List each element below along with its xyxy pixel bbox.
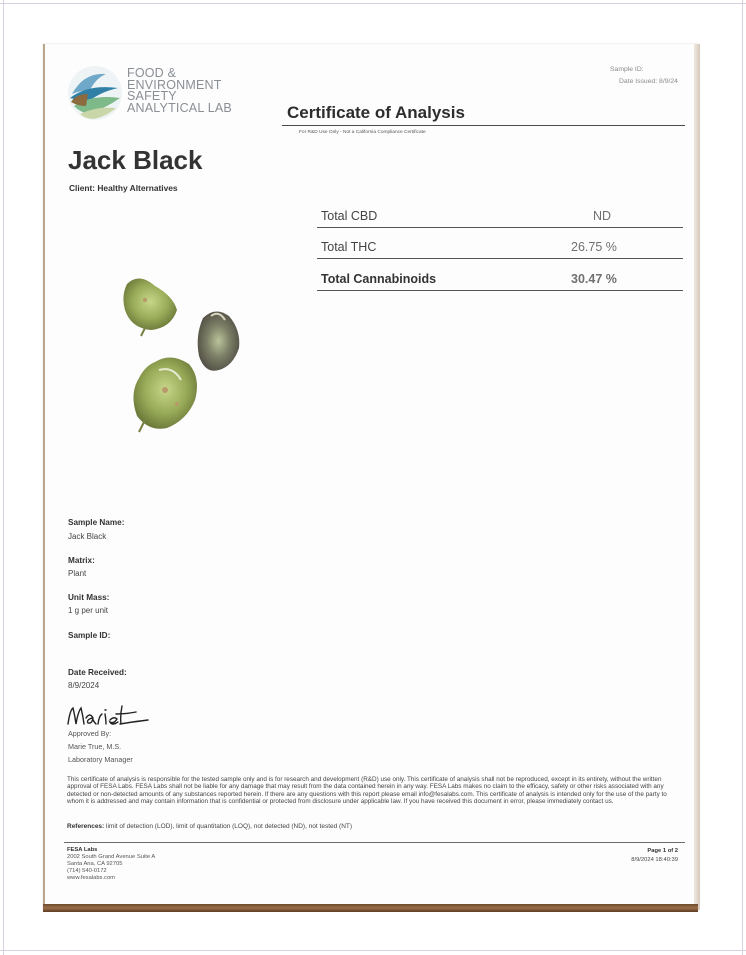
fesa-logo-icon (66, 64, 124, 122)
lab-name-line: ANALYTICAL LAB (127, 100, 232, 115)
footer-meta (600, 847, 678, 865)
header-sample-id: Sample ID: (610, 66, 644, 73)
date-received-value: 8/9/2024 (68, 681, 100, 690)
approver-name: Marie True, M.S. (68, 742, 122, 751)
summary-label: Total Cannabinoids (321, 272, 437, 286)
references-text: limit of detection (LOD), limit of quantitation (LOQ), not detected (ND), not tested (NT) (106, 823, 353, 830)
sample-name-value: Jack Black (68, 532, 107, 541)
summary-row-total (317, 269, 683, 291)
summary-value: 26.75 % (571, 240, 617, 254)
summary-divider (317, 227, 683, 228)
approver-title: Laboratory Manager (68, 755, 133, 764)
compliance-note: For R&D Use Only - Not a California Compliance Certificate (299, 130, 426, 135)
footer-address-line: (714) 540-0172 (67, 868, 107, 874)
document-title: Certificate of Analysis (287, 103, 465, 122)
window-frame-bottom (0, 950, 746, 951)
table-surface (43, 904, 698, 912)
references-label: References: (67, 823, 105, 830)
matrix-label: Matrix: (68, 556, 95, 565)
date-issued: Date Issued: 8/9/24 (619, 78, 678, 85)
footer-address (67, 847, 155, 882)
footer-company: FESA Labs (67, 847, 98, 853)
footer-timestamp: 8/9/2024 18:40:39 (631, 857, 678, 863)
summary-row-thc (317, 237, 683, 259)
product-photo (115, 270, 250, 440)
references (67, 823, 687, 830)
footer-address-line: www.fesalabs.com (67, 875, 116, 881)
title-divider (282, 125, 685, 126)
window-frame-top (0, 3, 746, 4)
summary-value: 30.47 % (571, 272, 617, 286)
page-number: Page 1 of 2 (647, 848, 678, 854)
signature (66, 702, 150, 730)
unit-mass-value: 1 g per unit (68, 606, 109, 615)
summary-label: Total CBD (321, 209, 378, 223)
footer-address-line: 2002 South Grand Avenue Suite A (67, 854, 156, 860)
date-received-label: Date Received: (68, 668, 127, 677)
window-frame-right (742, 0, 743, 955)
client-name: Client: Healthy Alternatives (69, 183, 178, 193)
lab-name-line: SAFETY (127, 89, 177, 103)
paper-edge-shadow (694, 44, 700, 910)
unit-mass-label: Unit Mass: (68, 593, 110, 602)
footer-address-line: Santa Ana, CA 92705 (67, 861, 123, 867)
summary-label: Total THC (321, 240, 377, 254)
footer-divider (64, 842, 685, 843)
lab-name-line: FOOD & (127, 66, 177, 80)
sample-id-label: Sample ID: (68, 631, 111, 640)
summary-row-cbd (317, 206, 683, 228)
lab-name-line: ENVIRONMENT (127, 77, 222, 92)
window-frame-left (3, 0, 4, 955)
sample-name-label: Sample Name: (68, 518, 125, 527)
matrix-value: Plant (68, 569, 87, 578)
summary-divider (317, 290, 683, 291)
summary-divider (317, 258, 683, 259)
product-name: Jack Black (68, 145, 203, 175)
disclaimer-text: This certificate of analysis is responsible for the tested sample only and is for research and development (R&D) use only. This certificate of analysis shall not be reproduced, except in its entirety, without the written approval of FESA Labs. FESA Labs shall not be liable for any damage that may result from the data contained herein in any way. FESA Labs makes no claim to the efficacy, safety or other risks associated with any detected or non-detected amounts of any substances reported herein. If there are any questions with this report please email info@fesalabs.com. This certificate of analysis is intended only for the use of the party to whom it is addressed and may contain information that is confidential or protected from disclosure under applicable law. If you have received this document in error, please immediately contact us. (67, 776, 667, 806)
summary-value: ND (593, 209, 612, 223)
lab-name (127, 68, 232, 114)
approved-by-label: Approved By: (68, 729, 112, 738)
